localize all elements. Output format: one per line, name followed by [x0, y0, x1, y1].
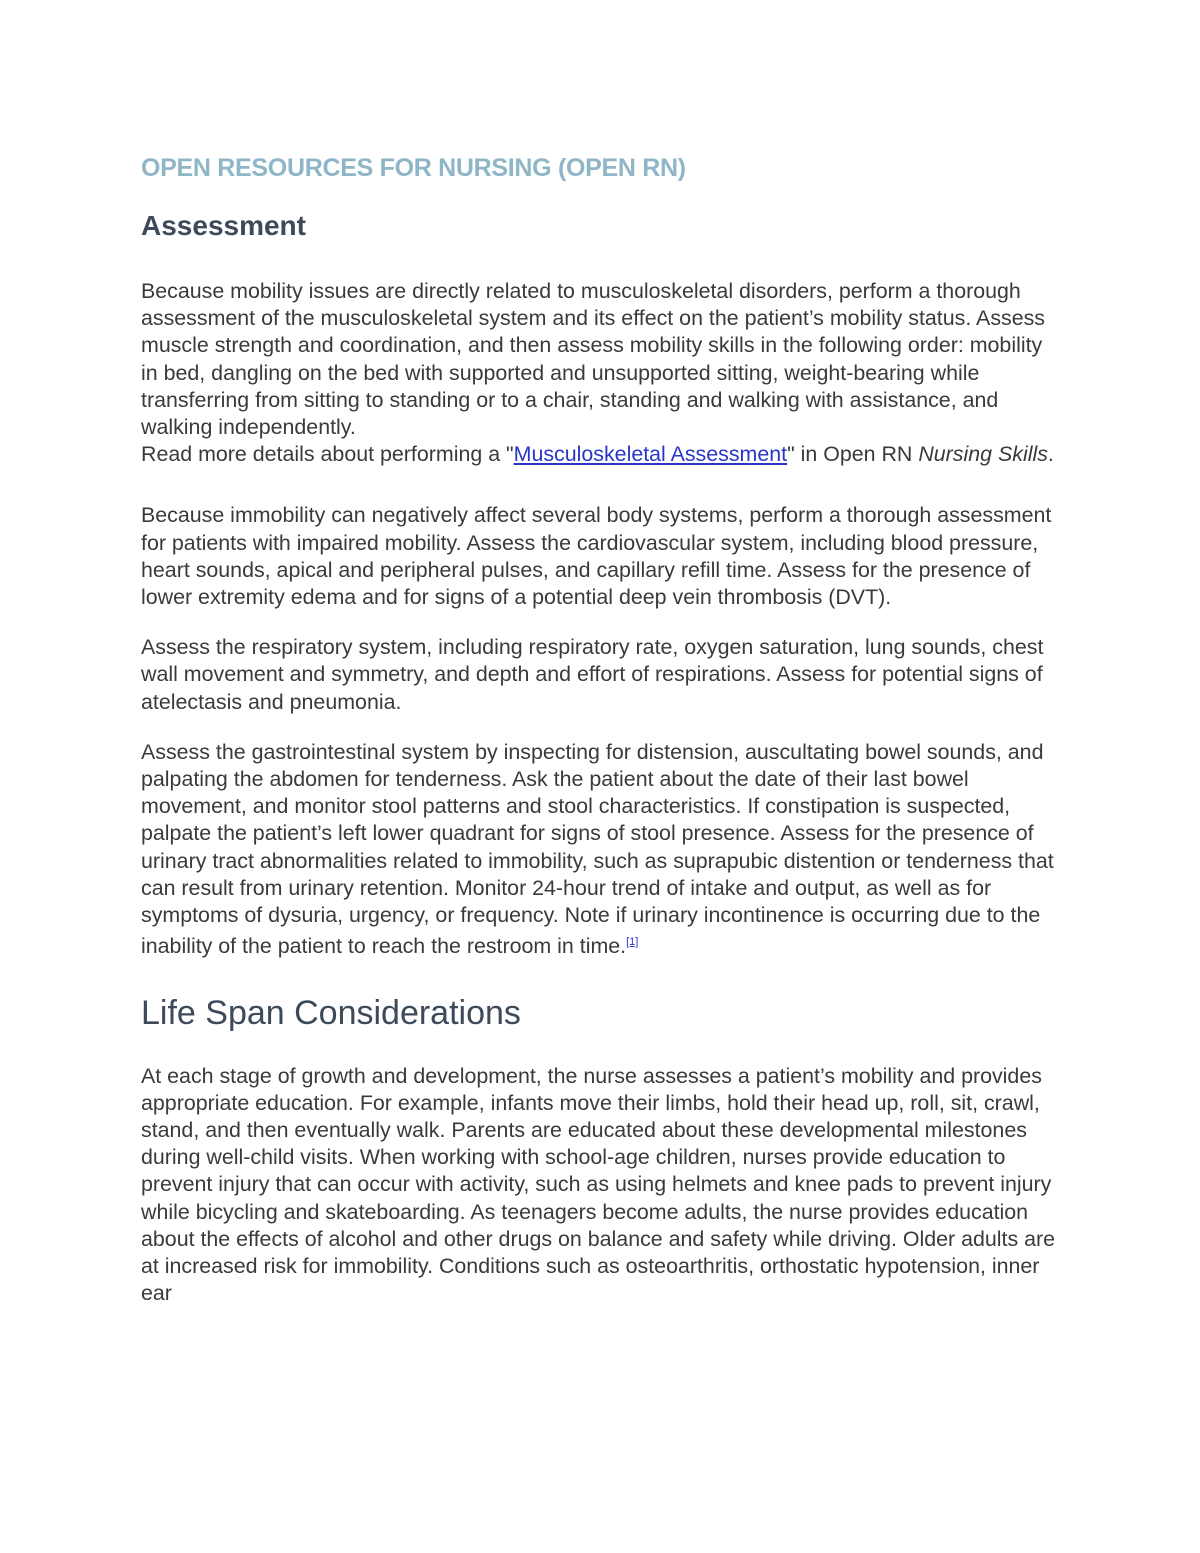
footnote-link[interactable]: [1] [626, 936, 639, 949]
life-span-paragraph-1: At each stage of growth and development, the nurse assesses a patient’s mobility and provides appropriate education. For example, infants move their limbs, hold their head up, roll, sit, crawl, stand, and then eventually walk. Parents are educated about these developmental milestones during well-child visits. When working with school-age children, nurses provide education to prevent injury that can occur with activity, such as using helmets and knee pads to prevent injury while bicycling and skateboarding. As teenagers become adults, the nurse provides education about the effects of alcohol and other drugs on balance and safety while driving. Older adults are at increased risk for immobility. Conditions such as osteoarthritis, orthostatic hypotension, inner ear [141, 1063, 1056, 1306]
assessment-paragraph-1-text: Because mobility issues are directly related to musculoskeletal disorders, perform a thorough assessment of the musculoskeletal system and its effect on the patient’s mobility status. Assess muscle strength and coordination, and then assess mobility skills in the following order: mobility in bed, dangling on the bed with supported and unsupported sitting, weight-bearing while transferring from sitting to standing or to a chair, standing and walking with assistance, and walking independently. [141, 279, 1045, 440]
document-title: OPEN RESOURCES FOR NURSING (OPEN RN) [141, 154, 686, 182]
assessment-paragraph-3: Assess the respiratory system, including respiratory rate, oxygen saturation, lung sounds, chest wall movement and symmetry, and depth and effort of respirations. Assess for potential signs of atelectasis and pneumonia. [141, 635, 1044, 714]
read-more-suffix: . [1047, 442, 1054, 467]
nursing-skills-book-title: Nursing Skills [918, 442, 1048, 467]
assessment-paragraph-2: Because immobility can negatively affect several body systems, perform a thorough assessment for patients with impaired mobility. Assess the cardiovascular system, including blood pressure, heart sounds, apical and peripheral pulses, and capillary refill time. Assess for the presence of lower extremity edema and for signs of a potential deep vein thrombosis (DVT). [141, 503, 1052, 610]
musculoskeletal-assessment-link[interactable]: Musculoskeletal Assessment [513, 442, 788, 467]
document-page [141, 150, 1061, 1307]
assessment-heading: Assessment [141, 210, 306, 241]
life-span-heading: Life Span Considerations [141, 993, 521, 1032]
read-more-prefix: Read more details about performing a " [141, 442, 514, 467]
read-more-middle: " in Open RN [787, 442, 919, 467]
assessment-paragraph-1 [141, 278, 1061, 468]
assessment-paragraph-4-text: Assess the gastrointestinal system by inspecting for distension, auscultating bowel sounds, and palpating the abdomen for tenderness. Ask the patient about the date of their last bowel movement, and monitor stool patterns and stool characteristics. If constipation is suspected, palpate the patient’s left lower quadrant for signs of stool presence. Assess for the presence of urinary tract abnormalities related to immobility, such as suprapubic distention or tenderness that can result from urinary retention. Monitor 24-hour trend of intake and output, as well as for symptoms of dysuria, urgency, or frequency. Note if urinary incontinence is occurring due to the inability of the patient to reach the restroom in time. [141, 739, 1054, 959]
assessment-paragraph-4 [141, 739, 1061, 961]
